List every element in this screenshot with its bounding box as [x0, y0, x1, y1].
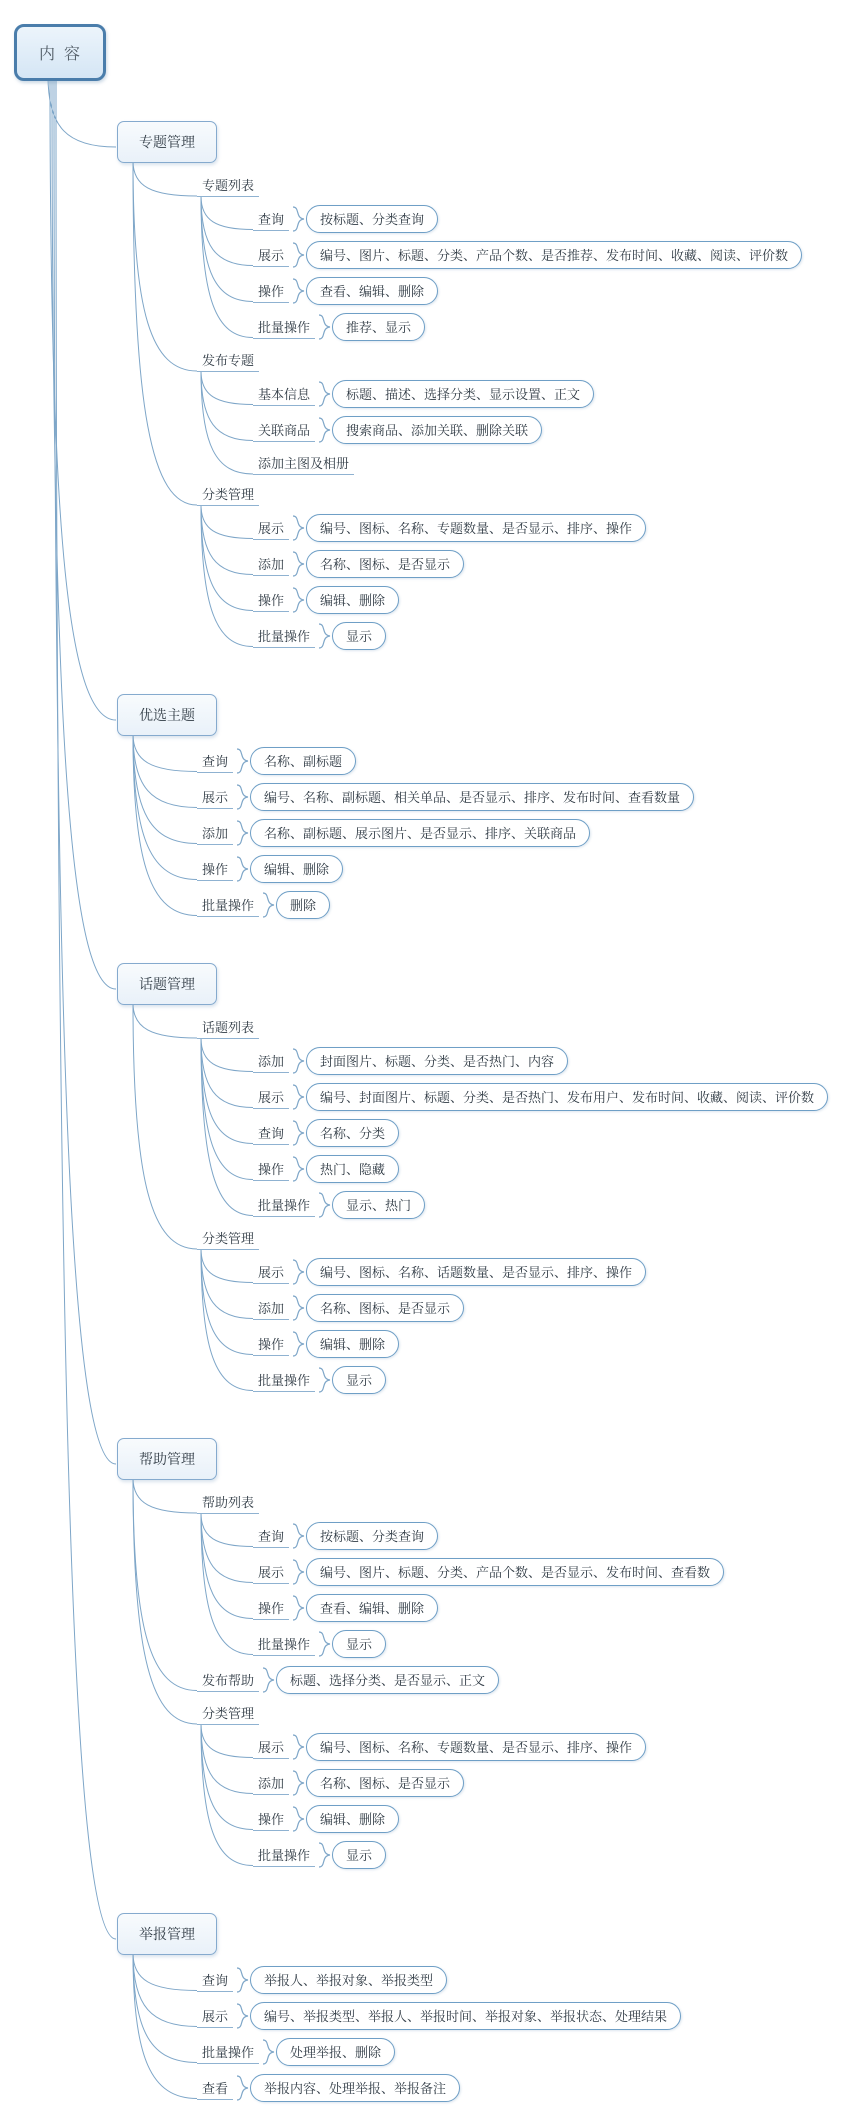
- node-group: [253, 1155, 399, 1183]
- detail-bubble[interactable]: 显示: [332, 622, 386, 650]
- node-group: [253, 622, 386, 650]
- node-group: [197, 483, 646, 650]
- node-group: [253, 1047, 568, 1075]
- brace-icon: [317, 1192, 331, 1218]
- node-group: [197, 2074, 460, 2102]
- topic-node[interactable]: 查询: [253, 1525, 289, 1548]
- detail-bubble[interactable]: 名称、图标、是否显示: [306, 1769, 464, 1797]
- branch-topic[interactable]: 话题管理: [117, 963, 217, 1005]
- topic-row: [253, 622, 386, 650]
- brace-icon: [291, 242, 305, 268]
- brace-icon: [261, 892, 275, 918]
- node-group: [253, 380, 594, 408]
- topic-node[interactable]: 添加: [197, 822, 233, 845]
- topic-node[interactable]: 话题列表: [197, 1016, 259, 1039]
- topic-node[interactable]: 操作: [197, 858, 233, 881]
- node-group: [197, 1491, 724, 1658]
- detail-bubble[interactable]: 编号、举报类型、举报人、举报时间、举报对象、举报状态、处理结果: [250, 2002, 681, 2030]
- topic-node[interactable]: 查询: [253, 208, 289, 231]
- brace-icon: [235, 2003, 249, 2029]
- detail-bubble[interactable]: 按标题、分类查询: [306, 205, 438, 233]
- topic-node[interactable]: 专题列表: [197, 174, 259, 197]
- detail-bubble[interactable]: 显示、热门: [332, 1191, 425, 1219]
- topic-row: [253, 380, 594, 408]
- topic-node[interactable]: 添加: [253, 553, 289, 576]
- topic-row: [197, 855, 343, 883]
- node-group: [253, 277, 438, 305]
- topic-row: [253, 1522, 438, 1550]
- topic-node[interactable]: 展示: [253, 1086, 289, 1109]
- node-group: [253, 416, 542, 444]
- children-group: [117, 121, 828, 2102]
- topic-row: [253, 1558, 724, 1586]
- topic-node[interactable]: 添加主图及相册: [253, 452, 354, 475]
- topic-node[interactable]: 批量操作: [253, 1633, 315, 1656]
- node-group: [197, 349, 594, 475]
- node-group: [253, 1769, 464, 1797]
- topic-row: [253, 1805, 399, 1833]
- detail-bubble[interactable]: 按标题、分类查询: [306, 1522, 438, 1550]
- node-group: [253, 313, 425, 341]
- topic-row: [253, 452, 354, 475]
- topic-row: [197, 1666, 499, 1694]
- node-group: [253, 550, 464, 578]
- topic-node[interactable]: 添加: [253, 1050, 289, 1073]
- detail-bubble[interactable]: 显示: [332, 1841, 386, 1869]
- brace-icon: [235, 856, 249, 882]
- node-group: [197, 1666, 499, 1694]
- topic-node[interactable]: 添加: [253, 1297, 289, 1320]
- node-group: [253, 1366, 386, 1394]
- topic-node[interactable]: 分类管理: [197, 1702, 259, 1725]
- brace-icon: [317, 1631, 331, 1657]
- detail-bubble[interactable]: 热门、隐藏: [306, 1155, 399, 1183]
- topic-row: [253, 1733, 646, 1761]
- topic-node[interactable]: 基本信息: [253, 383, 315, 406]
- brace-icon: [291, 1084, 305, 1110]
- node-group: [197, 2038, 395, 2066]
- root-topic[interactable]: 内容: [14, 24, 106, 81]
- topic-row: [197, 1491, 259, 1514]
- node-group: [197, 174, 802, 341]
- brace-icon: [317, 623, 331, 649]
- topic-row: [197, 2038, 395, 2066]
- brace-icon: [291, 1770, 305, 1796]
- detail-bubble[interactable]: 编号、图片、标题、分类、产品个数、是否显示、发布时间、查看数: [306, 1558, 724, 1586]
- topic-node[interactable]: 分类管理: [197, 483, 259, 506]
- detail-bubble[interactable]: 推荐、显示: [332, 313, 425, 341]
- topic-node[interactable]: 操作: [253, 1158, 289, 1181]
- node-group: [253, 1594, 438, 1622]
- topic-node[interactable]: 展示: [253, 1561, 289, 1584]
- topic-node[interactable]: 展示: [197, 786, 233, 809]
- topic-node[interactable]: 操作: [253, 1597, 289, 1620]
- branch-topic[interactable]: 举报管理: [117, 1913, 217, 1955]
- node-group: [253, 205, 438, 233]
- node-group: [253, 586, 399, 614]
- topic-row: [253, 514, 646, 542]
- topic-node[interactable]: 展示: [197, 2005, 233, 2028]
- children-group: [197, 174, 802, 650]
- topic-node[interactable]: 展示: [253, 517, 289, 540]
- detail-bubble[interactable]: 编号、图标、名称、专题数量、是否显示、排序、操作: [306, 1733, 646, 1761]
- detail-bubble[interactable]: 查看、编辑、删除: [306, 1594, 438, 1622]
- node-group: [117, 1913, 681, 2102]
- topic-row: [197, 1702, 259, 1725]
- topic-node[interactable]: 添加: [253, 1772, 289, 1795]
- detail-bubble[interactable]: 编号、图标、名称、专题数量、是否显示、排序、操作: [306, 514, 646, 542]
- children-group: [253, 380, 594, 475]
- node-group: [197, 747, 356, 775]
- topic-node[interactable]: 发布帮助: [197, 1669, 259, 1692]
- topic-row: [253, 1769, 464, 1797]
- brace-icon: [291, 1120, 305, 1146]
- topic-row: [197, 1016, 259, 1039]
- topic-node[interactable]: 查询: [253, 1122, 289, 1145]
- topic-row: [253, 313, 425, 341]
- detail-bubble[interactable]: 查看、编辑、删除: [306, 277, 438, 305]
- brace-icon: [291, 587, 305, 613]
- detail-bubble[interactable]: 封面图片、标题、分类、是否热门、内容: [306, 1047, 568, 1075]
- topic-node[interactable]: 批量操作: [197, 2041, 259, 2064]
- topic-node[interactable]: 展示: [253, 244, 289, 267]
- node-group: [253, 1330, 399, 1358]
- node-group: [197, 1966, 447, 1994]
- node-group: [117, 963, 828, 1394]
- topic-row: [253, 205, 438, 233]
- children-group: [197, 1966, 681, 2102]
- node-group: [253, 514, 646, 542]
- topic-node[interactable]: 展示: [253, 1736, 289, 1759]
- brace-icon: [235, 2075, 249, 2101]
- topic-row: [197, 174, 259, 197]
- node-group: [253, 1083, 828, 1111]
- node-group: [197, 1016, 828, 1219]
- branch-topic[interactable]: 专题管理: [117, 121, 217, 163]
- node-group: [14, 24, 845, 2102]
- brace-icon: [291, 1523, 305, 1549]
- node-group: [197, 855, 343, 883]
- node-group: [117, 121, 802, 650]
- brace-icon: [291, 206, 305, 232]
- brace-icon: [235, 1967, 249, 1993]
- node-group: [253, 241, 802, 269]
- node-group: [117, 694, 694, 919]
- detail-bubble[interactable]: 删除: [276, 891, 330, 919]
- node-group: [253, 1733, 646, 1761]
- brace-icon: [261, 1667, 275, 1693]
- brace-icon: [291, 1295, 305, 1321]
- children-group: [253, 205, 802, 341]
- detail-bubble[interactable]: 举报人、举报对象、举报类型: [250, 1966, 447, 1994]
- topic-node[interactable]: 展示: [253, 1261, 289, 1284]
- brace-icon: [291, 1595, 305, 1621]
- topic-row: [253, 1366, 386, 1394]
- detail-bubble[interactable]: 举报内容、处理举报、举报备注: [250, 2074, 460, 2102]
- detail-bubble[interactable]: 处理举报、删除: [276, 2038, 395, 2066]
- brace-icon: [291, 1734, 305, 1760]
- brace-icon: [291, 1048, 305, 1074]
- topic-row: [197, 1227, 259, 1250]
- node-group: [197, 819, 590, 847]
- node-group: [197, 2002, 681, 2030]
- brace-icon: [291, 551, 305, 577]
- topic-row: [253, 1155, 399, 1183]
- topic-node[interactable]: 查询: [197, 750, 233, 773]
- topic-row: [253, 1330, 399, 1358]
- node-group: [253, 1294, 464, 1322]
- topic-node[interactable]: 操作: [253, 589, 289, 612]
- topic-row: [253, 1630, 386, 1658]
- topic-row: [253, 1294, 464, 1322]
- brace-icon: [291, 278, 305, 304]
- node-group: [117, 1438, 724, 1869]
- topic-row: [253, 277, 438, 305]
- topic-row: [253, 416, 542, 444]
- node-group: [197, 891, 330, 919]
- topic-row: [197, 349, 259, 372]
- node-group: [253, 1258, 646, 1286]
- topic-node[interactable]: 批量操作: [253, 316, 315, 339]
- topic-row: [253, 586, 399, 614]
- topic-node[interactable]: 发布专题: [197, 349, 259, 372]
- detail-bubble[interactable]: 标题、选择分类、是否显示、正文: [276, 1666, 499, 1694]
- brace-icon: [235, 748, 249, 774]
- detail-bubble[interactable]: 搜索商品、添加关联、删除关联: [332, 416, 542, 444]
- topic-node[interactable]: 批量操作: [253, 625, 315, 648]
- topic-node[interactable]: 操作: [253, 280, 289, 303]
- detail-bubble[interactable]: 编辑、删除: [306, 1805, 399, 1833]
- brace-icon: [235, 784, 249, 810]
- children-group: [197, 1016, 828, 1394]
- topic-node[interactable]: 分类管理: [197, 1227, 259, 1250]
- children-group: [253, 1522, 724, 1658]
- topic-node[interactable]: 关联商品: [253, 419, 315, 442]
- detail-bubble[interactable]: 显示: [332, 1366, 386, 1394]
- topic-row: [253, 241, 802, 269]
- topic-node[interactable]: 批量操作: [253, 1844, 315, 1867]
- children-group: [253, 514, 646, 650]
- children-group: [197, 747, 694, 919]
- topic-row: [253, 1191, 425, 1219]
- detail-bubble[interactable]: 显示: [332, 1630, 386, 1658]
- branch-topic[interactable]: 优选主题: [117, 694, 217, 736]
- brace-icon: [317, 417, 331, 443]
- topic-row: [197, 2074, 460, 2102]
- topic-row: [197, 747, 356, 775]
- detail-bubble[interactable]: 名称、副标题: [250, 747, 356, 775]
- topic-row: [197, 1966, 447, 1994]
- detail-bubble[interactable]: 标题、描述、选择分类、显示设置、正文: [332, 380, 594, 408]
- topic-node[interactable]: 操作: [253, 1808, 289, 1831]
- node-group: [253, 1119, 399, 1147]
- topic-node[interactable]: 帮助列表: [197, 1491, 259, 1514]
- brace-icon: [317, 314, 331, 340]
- detail-bubble[interactable]: 编号、图片、标题、分类、产品个数、是否推荐、发布时间、收藏、阅读、评价数: [306, 241, 802, 269]
- brace-icon: [291, 1806, 305, 1832]
- node-group: [197, 783, 694, 811]
- node-group: [253, 1805, 399, 1833]
- brace-icon: [291, 1331, 305, 1357]
- detail-bubble[interactable]: 名称、图标、是否显示: [306, 550, 464, 578]
- brace-icon: [291, 515, 305, 541]
- node-group: [253, 1630, 386, 1658]
- brace-icon: [317, 1367, 331, 1393]
- topic-node[interactable]: 查询: [197, 1969, 233, 1992]
- topic-node[interactable]: 批量操作: [197, 894, 259, 917]
- brace-icon: [291, 1559, 305, 1585]
- topic-row: [253, 1083, 828, 1111]
- brace-icon: [235, 820, 249, 846]
- topic-row: [197, 819, 590, 847]
- brace-icon: [317, 1842, 331, 1868]
- topic-node[interactable]: 批量操作: [253, 1369, 315, 1392]
- node-group: [197, 1702, 646, 1869]
- topic-row: [197, 2002, 681, 2030]
- node-group: [253, 452, 354, 475]
- detail-bubble[interactable]: 编号、封面图片、标题、分类、是否热门、发布用户、发布时间、收藏、阅读、评价数: [306, 1083, 828, 1111]
- topic-row: [253, 1258, 646, 1286]
- topic-row: [253, 1841, 386, 1869]
- detail-bubble[interactable]: 名称、副标题、展示图片、是否显示、排序、关联商品: [250, 819, 590, 847]
- topic-node[interactable]: 批量操作: [253, 1194, 315, 1217]
- topic-row: [197, 891, 330, 919]
- children-group: [197, 1491, 724, 1869]
- node-group: [253, 1522, 438, 1550]
- detail-bubble[interactable]: 编号、名称、副标题、相关单品、是否显示、排序、发布时间、查看数量: [250, 783, 694, 811]
- node-group: [197, 1227, 646, 1394]
- node-group: [253, 1191, 425, 1219]
- children-group: [253, 1258, 646, 1394]
- detail-bubble[interactable]: 编号、图标、名称、话题数量、是否显示、排序、操作: [306, 1258, 646, 1286]
- detail-bubble[interactable]: 编辑、删除: [306, 586, 399, 614]
- brace-icon: [261, 2039, 275, 2065]
- node-group: [253, 1841, 386, 1869]
- brace-icon: [317, 381, 331, 407]
- topic-row: [253, 1047, 568, 1075]
- detail-bubble[interactable]: 编辑、删除: [250, 855, 343, 883]
- topic-row: [253, 1119, 399, 1147]
- topic-row: [197, 783, 694, 811]
- topic-row: [253, 550, 464, 578]
- detail-bubble[interactable]: 名称、图标、是否显示: [306, 1294, 464, 1322]
- topic-row: [253, 1594, 438, 1622]
- children-group: [253, 1733, 646, 1869]
- topic-row: [197, 483, 259, 506]
- detail-bubble[interactable]: 编辑、删除: [306, 1330, 399, 1358]
- topic-node[interactable]: 操作: [253, 1333, 289, 1356]
- brace-icon: [291, 1259, 305, 1285]
- detail-bubble[interactable]: 名称、分类: [306, 1119, 399, 1147]
- branch-topic[interactable]: 帮助管理: [117, 1438, 217, 1480]
- topic-node[interactable]: 查看: [197, 2077, 233, 2100]
- children-group: [253, 1047, 828, 1219]
- brace-icon: [291, 1156, 305, 1182]
- node-group: [253, 1558, 724, 1586]
